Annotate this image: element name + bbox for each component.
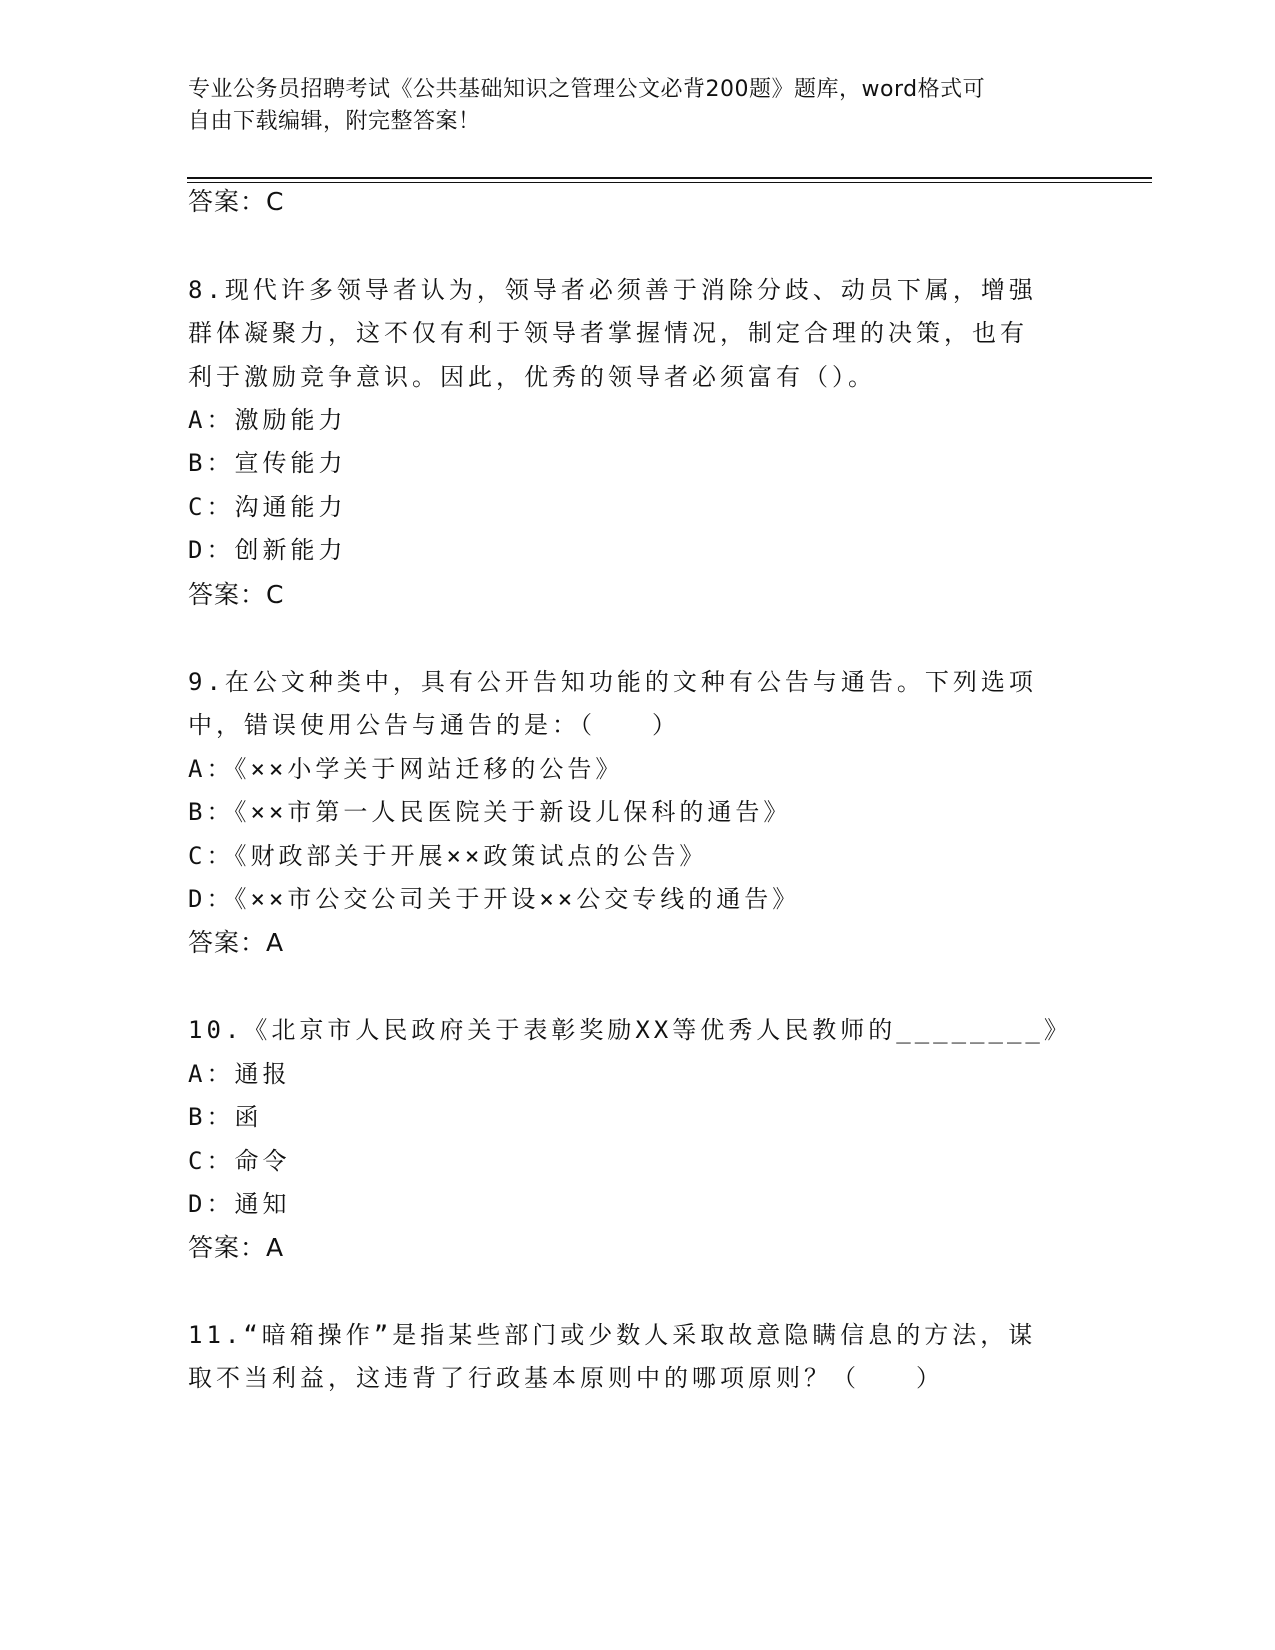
q8-option-a: A：激励能力: [188, 406, 347, 434]
q9-text-line-2: 中，错误使用公告与通告的是：（ ）: [188, 711, 680, 739]
header-line-2: 自由下载编辑，附完整答案！: [188, 109, 481, 134]
q8-option-b: B：宣传能力: [188, 449, 347, 477]
q9-option-c: C：《财政部关于开展××政策试点的公告》: [188, 842, 708, 870]
q9-option-d: D：《××市公交公司关于开设××公交专线的通告》: [188, 885, 801, 913]
q10-option-a: A：通报: [188, 1060, 291, 1088]
header-divider-thick: [187, 177, 1152, 179]
q10-option-b: B：函: [188, 1103, 263, 1131]
q10-answer: 答案：A: [188, 1233, 285, 1262]
q9-answer: 答案：A: [188, 928, 285, 957]
q8-option-c: C：沟通能力: [188, 493, 347, 521]
q9-text-line-1: 9.在公文种类中，具有公开告知功能的文种有公告与通告。下列选项: [188, 668, 1037, 696]
q9-option-a: A：《××小学关于网站迁移的公告》: [188, 755, 624, 783]
q9-option-b: B：《××市第一人民医院关于新设儿保科的通告》: [188, 798, 792, 826]
q8-option-d: D：创新能力: [188, 536, 347, 564]
q8-text-line-3: 利于激励竞争意识。因此，优秀的领导者必须富有（）。: [188, 363, 876, 391]
header-divider-thin: [187, 182, 1152, 183]
q11-text-line-2: 取不当利益，这违背了行政基本原则中的哪项原则？（ ）: [188, 1364, 944, 1392]
document-header: [188, 74, 1068, 138]
q8-answer: 答案：C: [188, 580, 285, 609]
header-line-1: 专业公务员招聘考试《公共基础知识之管理公文必背200题》题库，word格式可: [188, 77, 986, 102]
answer-prev: 答案：C: [188, 187, 285, 216]
q11-text-line-1: 11.“暗箱操作”是指某些部门或少数人采取故意隐瞒信息的方法，谋: [188, 1321, 1037, 1349]
q8-text-line-1: 8.现代许多领导者认为，领导者必须善于消除分歧、动员下属，增强: [188, 276, 1037, 304]
q8-text-line-2: 群体凝聚力，这不仅有利于领导者掌握情况，制定合理的决策，也有: [188, 319, 1028, 347]
q10-option-c: C：命令: [188, 1147, 291, 1175]
q10-text-line-1: 10.《北京市人民政府关于表彰奖励XX等优秀人民教师的________》: [188, 1016, 1072, 1044]
q10-option-d: D：通知: [188, 1190, 291, 1218]
